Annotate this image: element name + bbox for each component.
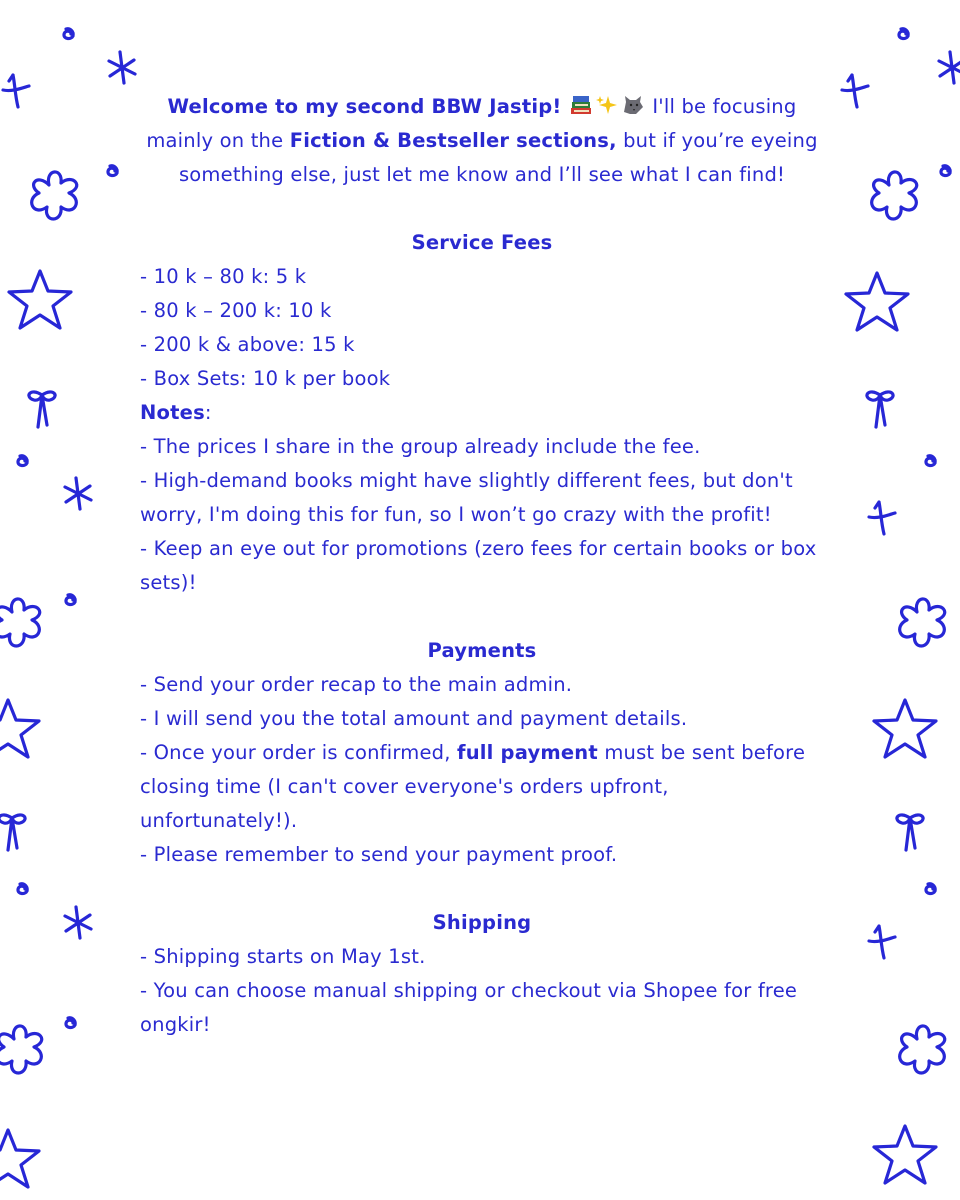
note-item: - The prices I share in the group already include the fee. (140, 435, 701, 458)
service-fees-heading: Service Fees (411, 231, 553, 254)
payment-item: - Send your order recap to the main admin. (140, 673, 573, 696)
note-item: - Keep an eye out for promotions (zero fees for certain books or box sets)! (140, 537, 817, 594)
fee-item: - Box Sets: 10 k per book (140, 367, 391, 390)
shipping-item: - You can choose manual shipping or checkout via Shopee for free ongkir! (140, 979, 798, 1036)
fee-item: - 200 k & above: 15 k (140, 333, 355, 356)
books-emoji-icon (570, 94, 592, 116)
fee-item: - 80 k – 200 k: 10 k (140, 299, 332, 322)
fee-item: - 10 k – 80 k: 5 k (140, 265, 307, 288)
full-payment-text: full payment (457, 741, 598, 764)
payment-item: - Please remember to send your payment proof. (140, 843, 618, 866)
payment-item-3-post: must be sent before closing time (I can't cover everyone's orders upfront, unfortunately!). (140, 741, 806, 832)
shipping-heading: Shipping (432, 911, 532, 934)
payment-item: - I will send you the total amount and payment details. (140, 707, 688, 730)
wolf-emoji-icon (622, 94, 644, 116)
notes-colon: : (204, 401, 212, 424)
note-item: - High-demand books might have slightly different fees, but don't worry, I'm doing this for fun, so I won’t go crazy with the profit! (140, 469, 793, 526)
intro-text-1: I'll be focusing mainly on the (146, 95, 797, 152)
intro-highlight: Fiction & Bestseller sections, (289, 129, 617, 152)
notes-title: Notes (140, 401, 205, 424)
shipping-item: - Shipping starts on May 1st. (140, 945, 426, 968)
sparkles-emoji-icon (596, 94, 618, 116)
intro-paragraph (140, 90, 824, 192)
intro-text-2: but if you’re eyeing something else, just let me know and I’ll see what I can find! (178, 129, 818, 186)
payments-heading: Payments (427, 639, 537, 662)
jastip-info (140, 90, 824, 1042)
notes-heading (140, 396, 824, 430)
payment-item (140, 736, 824, 838)
payment-item-3-pre: - Once your order is confirmed, (140, 741, 458, 764)
welcome-text: Welcome to my second BBW Jastip! (167, 95, 562, 118)
